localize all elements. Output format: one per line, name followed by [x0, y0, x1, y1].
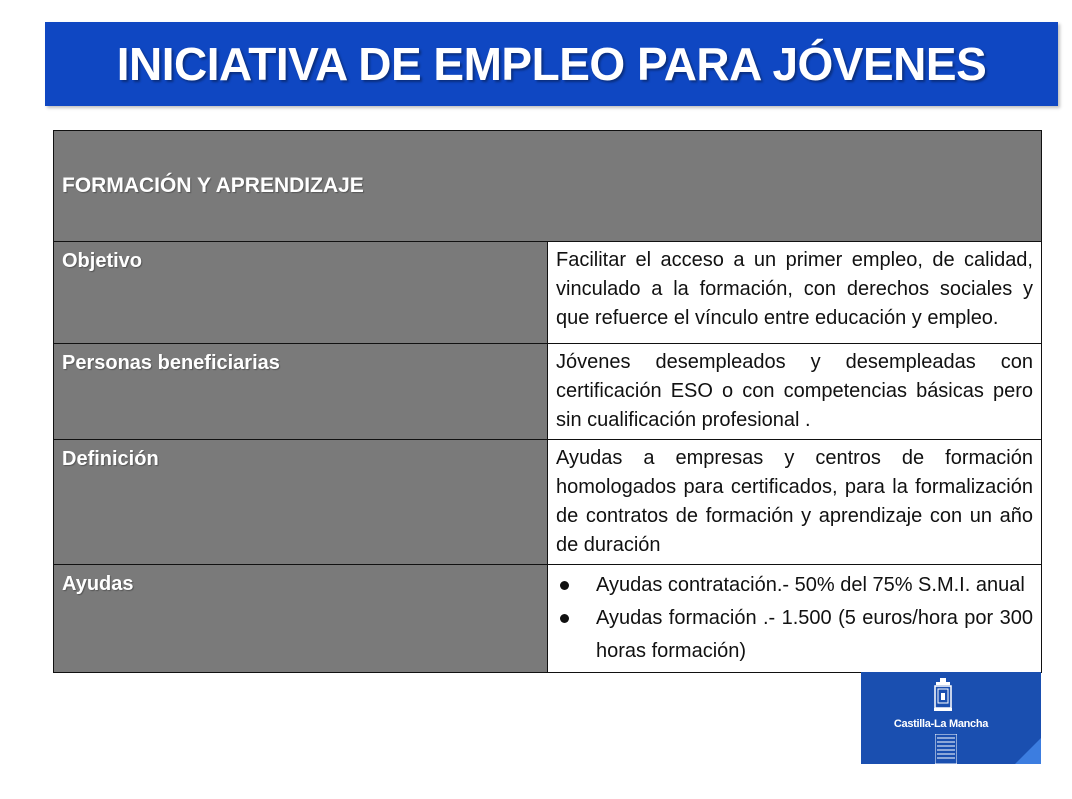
bullet-icon [560, 614, 569, 623]
list-item [556, 602, 1033, 668]
table-row [54, 440, 1042, 565]
row-value-ayudas [548, 565, 1042, 673]
bullet-icon [560, 581, 569, 590]
table-row [54, 242, 1042, 344]
list-item [556, 569, 1033, 602]
row-value-beneficiarias: Jóvenes desempleados y desempleadas con certificación ESO o con competencias básicas pero sin cualificación profesional . [548, 344, 1042, 440]
row-label-definicion: Definición [54, 440, 548, 565]
logo-page-fold [1015, 738, 1041, 764]
list-item-text: Ayudas contratación.- 50% del 75% S.M.I. anual [596, 574, 1025, 596]
row-label-beneficiarias: Personas beneficiarias [54, 344, 548, 440]
list-item-text: Ayudas formación .- 1.500 (5 euros/hora por 300 horas formación) [596, 607, 1033, 662]
row-value-objetivo: Facilitar el acceso a un primer empleo, de calidad, vinculado a la formación, con derechos sociales y que refuerce el vínculo entre educación y empleo. [548, 242, 1042, 344]
ayudas-list [556, 569, 1033, 668]
coat-of-arms-icon [934, 678, 952, 712]
row-label-ayudas: Ayudas [54, 565, 548, 673]
table-header-row [54, 131, 1042, 242]
row-value-definicion: Ayudas a empresas y centros de formación homologados para certificados, para la formalización de contratos de formación y aprendizaje con un año de duración [548, 440, 1042, 565]
page-title: INICIATIVA DE EMPLEO PARA JÓVENES [116, 38, 987, 90]
castilla-la-mancha-logo [861, 672, 1041, 764]
row-label-objetivo: Objetivo [54, 242, 548, 344]
title-banner [45, 22, 1058, 106]
logo-text: Castilla-La Mancha [893, 718, 989, 730]
table-header: FORMACIÓN Y APRENDIZAJE [54, 131, 1042, 242]
info-table [53, 130, 1042, 673]
table-row [54, 565, 1042, 673]
table-row [54, 344, 1042, 440]
logo-stripes-icon [935, 734, 957, 764]
